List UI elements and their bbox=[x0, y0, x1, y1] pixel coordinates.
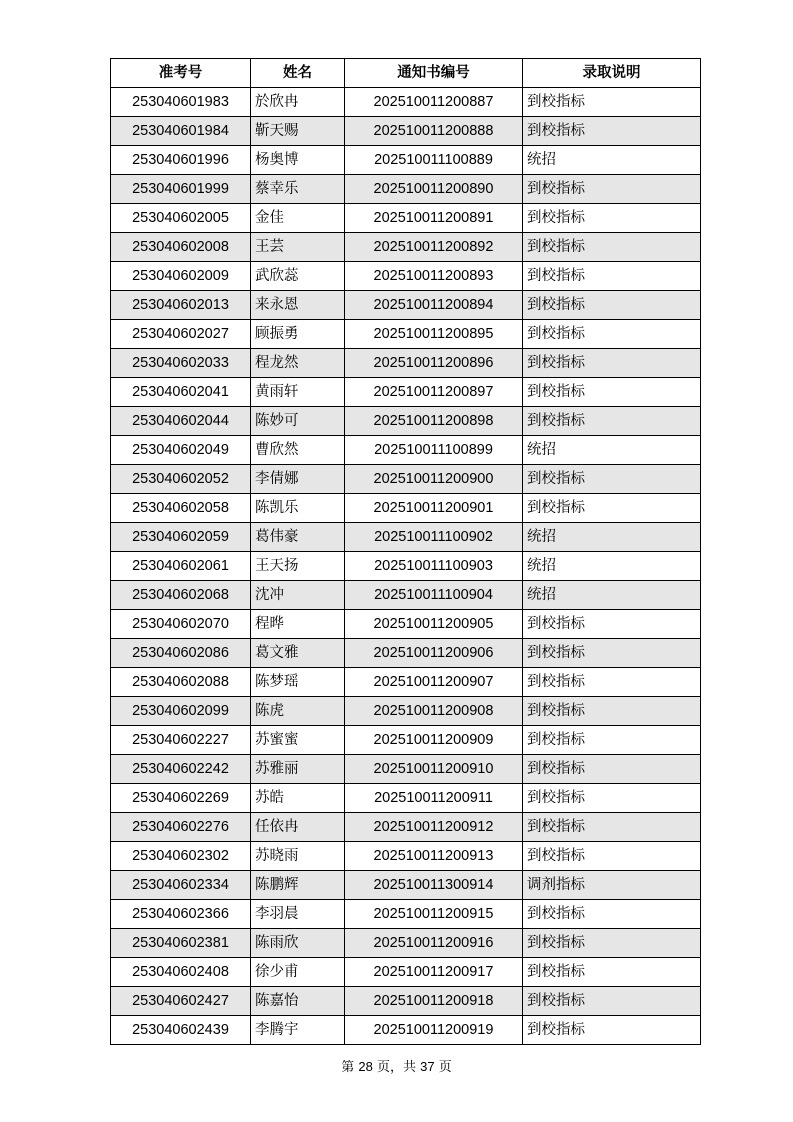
cell-name: 靳天赐 bbox=[251, 117, 345, 146]
cell-exam-id: 253040602044 bbox=[111, 407, 251, 436]
cell-exam-id: 253040602068 bbox=[111, 581, 251, 610]
cell-exam-id: 253040602013 bbox=[111, 291, 251, 320]
cell-admission-note: 到校指标 bbox=[523, 204, 701, 233]
cell-admission-note: 到校指标 bbox=[523, 813, 701, 842]
cell-exam-id: 253040602033 bbox=[111, 349, 251, 378]
footer-prefix: 第 bbox=[341, 1060, 355, 1075]
cell-notice-number: 202510011200911 bbox=[345, 784, 523, 813]
cell-admission-note: 统招 bbox=[523, 523, 701, 552]
table-row bbox=[111, 842, 701, 871]
cell-name: 任依冉 bbox=[251, 813, 345, 842]
cell-exam-id: 253040602061 bbox=[111, 552, 251, 581]
cell-notice-number: 202510011200893 bbox=[345, 262, 523, 291]
cell-name: 王芸 bbox=[251, 233, 345, 262]
cell-admission-note: 到校指标 bbox=[523, 697, 701, 726]
cell-notice-number: 202510011200913 bbox=[345, 842, 523, 871]
table-row bbox=[111, 987, 701, 1016]
table-row bbox=[111, 262, 701, 291]
table-row bbox=[111, 494, 701, 523]
header-exam-id: 准考号 bbox=[111, 59, 251, 88]
table-row bbox=[111, 407, 701, 436]
cell-notice-number: 202510011200897 bbox=[345, 378, 523, 407]
cell-notice-number: 202510011200907 bbox=[345, 668, 523, 697]
footer-middle: 页，共 bbox=[376, 1060, 416, 1075]
cell-name: 王天扬 bbox=[251, 552, 345, 581]
cell-admission-note: 到校指标 bbox=[523, 465, 701, 494]
cell-name: 葛文雅 bbox=[251, 639, 345, 668]
table-row bbox=[111, 436, 701, 465]
cell-notice-number: 202510011200918 bbox=[345, 987, 523, 1016]
cell-exam-id: 253040602427 bbox=[111, 987, 251, 1016]
cell-admission-note: 到校指标 bbox=[523, 639, 701, 668]
cell-name: 程龙然 bbox=[251, 349, 345, 378]
cell-exam-id: 253040601996 bbox=[111, 146, 251, 175]
cell-admission-note: 到校指标 bbox=[523, 842, 701, 871]
cell-name: 陈嘉怡 bbox=[251, 987, 345, 1016]
cell-admission-note: 到校指标 bbox=[523, 349, 701, 378]
table-row bbox=[111, 755, 701, 784]
cell-admission-note: 到校指标 bbox=[523, 668, 701, 697]
cell-admission-note: 到校指标 bbox=[523, 262, 701, 291]
table-row bbox=[111, 552, 701, 581]
table-row bbox=[111, 146, 701, 175]
cell-admission-note: 到校指标 bbox=[523, 929, 701, 958]
table-row bbox=[111, 784, 701, 813]
header-name: 姓名 bbox=[251, 59, 345, 88]
cell-exam-id: 253040602088 bbox=[111, 668, 251, 697]
cell-admission-note: 到校指标 bbox=[523, 610, 701, 639]
cell-notice-number: 202510011100889 bbox=[345, 146, 523, 175]
cell-name: 徐少甫 bbox=[251, 958, 345, 987]
header-notice-number: 通知书编号 bbox=[345, 59, 523, 88]
table-row bbox=[111, 610, 701, 639]
cell-admission-note: 到校指标 bbox=[523, 117, 701, 146]
cell-name: 沈冲 bbox=[251, 581, 345, 610]
cell-admission-note: 统招 bbox=[523, 436, 701, 465]
table-row bbox=[111, 233, 701, 262]
cell-exam-id: 253040602041 bbox=[111, 378, 251, 407]
cell-notice-number: 202510011200894 bbox=[345, 291, 523, 320]
cell-name: 苏皓 bbox=[251, 784, 345, 813]
cell-name: 葛伟豪 bbox=[251, 523, 345, 552]
cell-name: 李羽晨 bbox=[251, 900, 345, 929]
cell-exam-id: 253040602408 bbox=[111, 958, 251, 987]
cell-notice-number: 202510011300914 bbox=[345, 871, 523, 900]
cell-name: 陈妙可 bbox=[251, 407, 345, 436]
table-row bbox=[111, 175, 701, 204]
cell-notice-number: 202510011200905 bbox=[345, 610, 523, 639]
cell-exam-id: 253040602334 bbox=[111, 871, 251, 900]
cell-notice-number: 202510011200891 bbox=[345, 204, 523, 233]
admission-table bbox=[110, 58, 701, 1045]
cell-name: 顾振勇 bbox=[251, 320, 345, 349]
cell-name: 李腾宇 bbox=[251, 1016, 345, 1045]
cell-name: 於欣冉 bbox=[251, 88, 345, 117]
cell-name: 陈凯乐 bbox=[251, 494, 345, 523]
cell-exam-id: 253040601983 bbox=[111, 88, 251, 117]
cell-exam-id: 253040602049 bbox=[111, 436, 251, 465]
cell-exam-id: 253040601999 bbox=[111, 175, 251, 204]
table-row bbox=[111, 88, 701, 117]
cell-notice-number: 202510011200917 bbox=[345, 958, 523, 987]
cell-name: 陈虎 bbox=[251, 697, 345, 726]
table-row bbox=[111, 871, 701, 900]
cell-admission-note: 到校指标 bbox=[523, 175, 701, 204]
cell-exam-id: 253040602059 bbox=[111, 523, 251, 552]
cell-notice-number: 202510011200895 bbox=[345, 320, 523, 349]
table-row bbox=[111, 1016, 701, 1045]
cell-notice-number: 202510011200906 bbox=[345, 639, 523, 668]
footer-page-number: 28 bbox=[358, 1059, 373, 1074]
cell-exam-id: 253040602099 bbox=[111, 697, 251, 726]
cell-name: 陈鹏辉 bbox=[251, 871, 345, 900]
cell-exam-id: 253040602242 bbox=[111, 755, 251, 784]
table-row bbox=[111, 813, 701, 842]
table-row bbox=[111, 581, 701, 610]
table-row bbox=[111, 958, 701, 987]
cell-name: 陈梦瑶 bbox=[251, 668, 345, 697]
table-row bbox=[111, 117, 701, 146]
cell-notice-number: 202510011100899 bbox=[345, 436, 523, 465]
cell-notice-number: 202510011200915 bbox=[345, 900, 523, 929]
cell-admission-note: 到校指标 bbox=[523, 291, 701, 320]
cell-admission-note: 到校指标 bbox=[523, 233, 701, 262]
table-row bbox=[111, 320, 701, 349]
cell-name: 武欣蕊 bbox=[251, 262, 345, 291]
table-row bbox=[111, 291, 701, 320]
cell-exam-id: 253040602227 bbox=[111, 726, 251, 755]
cell-admission-note: 到校指标 bbox=[523, 755, 701, 784]
cell-name: 苏雅丽 bbox=[251, 755, 345, 784]
cell-exam-id: 253040602005 bbox=[111, 204, 251, 233]
cell-exam-id: 253040602058 bbox=[111, 494, 251, 523]
cell-notice-number: 202510011100903 bbox=[345, 552, 523, 581]
table-row bbox=[111, 349, 701, 378]
cell-exam-id: 253040602269 bbox=[111, 784, 251, 813]
cell-admission-note: 到校指标 bbox=[523, 900, 701, 929]
cell-notice-number: 202510011100904 bbox=[345, 581, 523, 610]
cell-admission-note: 到校指标 bbox=[523, 378, 701, 407]
table-row bbox=[111, 378, 701, 407]
cell-exam-id: 253040602086 bbox=[111, 639, 251, 668]
table-row bbox=[111, 639, 701, 668]
footer-suffix: 页 bbox=[438, 1060, 452, 1075]
cell-exam-id: 253040602276 bbox=[111, 813, 251, 842]
cell-notice-number: 202510011200909 bbox=[345, 726, 523, 755]
table-row bbox=[111, 465, 701, 494]
table-row bbox=[111, 668, 701, 697]
cell-admission-note: 调剂指标 bbox=[523, 871, 701, 900]
cell-name: 陈雨欣 bbox=[251, 929, 345, 958]
cell-notice-number: 202510011200888 bbox=[345, 117, 523, 146]
cell-admission-note: 到校指标 bbox=[523, 784, 701, 813]
cell-exam-id: 253040601984 bbox=[111, 117, 251, 146]
cell-notice-number: 202510011200919 bbox=[345, 1016, 523, 1045]
cell-notice-number: 202510011200890 bbox=[345, 175, 523, 204]
cell-notice-number: 202510011200887 bbox=[345, 88, 523, 117]
table-row bbox=[111, 697, 701, 726]
cell-exam-id: 253040602439 bbox=[111, 1016, 251, 1045]
cell-admission-note: 到校指标 bbox=[523, 958, 701, 987]
cell-admission-note: 到校指标 bbox=[523, 1016, 701, 1045]
cell-admission-note: 到校指标 bbox=[523, 987, 701, 1016]
header-row bbox=[111, 59, 701, 88]
cell-notice-number: 202510011200908 bbox=[345, 697, 523, 726]
cell-notice-number: 202510011200901 bbox=[345, 494, 523, 523]
page-footer bbox=[0, 1056, 793, 1075]
cell-name: 来永恩 bbox=[251, 291, 345, 320]
cell-notice-number: 202510011200900 bbox=[345, 465, 523, 494]
cell-exam-id: 253040602366 bbox=[111, 900, 251, 929]
cell-name: 曹欣然 bbox=[251, 436, 345, 465]
cell-name: 程晔 bbox=[251, 610, 345, 639]
cell-exam-id: 253040602008 bbox=[111, 233, 251, 262]
table-row bbox=[111, 523, 701, 552]
cell-notice-number: 202510011200892 bbox=[345, 233, 523, 262]
cell-admission-note: 到校指标 bbox=[523, 726, 701, 755]
cell-admission-note: 统招 bbox=[523, 146, 701, 175]
cell-name: 苏蜜蜜 bbox=[251, 726, 345, 755]
cell-admission-note: 统招 bbox=[523, 581, 701, 610]
cell-name: 黄雨轩 bbox=[251, 378, 345, 407]
cell-admission-note: 统招 bbox=[523, 552, 701, 581]
table-body bbox=[111, 88, 701, 1045]
cell-exam-id: 253040602009 bbox=[111, 262, 251, 291]
table-row bbox=[111, 900, 701, 929]
cell-admission-note: 到校指标 bbox=[523, 494, 701, 523]
cell-exam-id: 253040602052 bbox=[111, 465, 251, 494]
cell-name: 苏晓雨 bbox=[251, 842, 345, 871]
footer-total-pages: 37 bbox=[420, 1059, 435, 1074]
table-row bbox=[111, 929, 701, 958]
cell-name: 蔡幸乐 bbox=[251, 175, 345, 204]
cell-notice-number: 202510011200912 bbox=[345, 813, 523, 842]
cell-name: 李倩娜 bbox=[251, 465, 345, 494]
cell-notice-number: 202510011200898 bbox=[345, 407, 523, 436]
cell-name: 杨奥博 bbox=[251, 146, 345, 175]
cell-exam-id: 253040602381 bbox=[111, 929, 251, 958]
cell-notice-number: 202510011100902 bbox=[345, 523, 523, 552]
cell-exam-id: 253040602070 bbox=[111, 610, 251, 639]
cell-admission-note: 到校指标 bbox=[523, 407, 701, 436]
cell-notice-number: 202510011200916 bbox=[345, 929, 523, 958]
cell-admission-note: 到校指标 bbox=[523, 320, 701, 349]
header-admission-note: 录取说明 bbox=[523, 59, 701, 88]
cell-notice-number: 202510011200910 bbox=[345, 755, 523, 784]
cell-exam-id: 253040602302 bbox=[111, 842, 251, 871]
cell-notice-number: 202510011200896 bbox=[345, 349, 523, 378]
cell-exam-id: 253040602027 bbox=[111, 320, 251, 349]
cell-admission-note: 到校指标 bbox=[523, 88, 701, 117]
table-row bbox=[111, 726, 701, 755]
table-row bbox=[111, 204, 701, 233]
cell-name: 金佳 bbox=[251, 204, 345, 233]
